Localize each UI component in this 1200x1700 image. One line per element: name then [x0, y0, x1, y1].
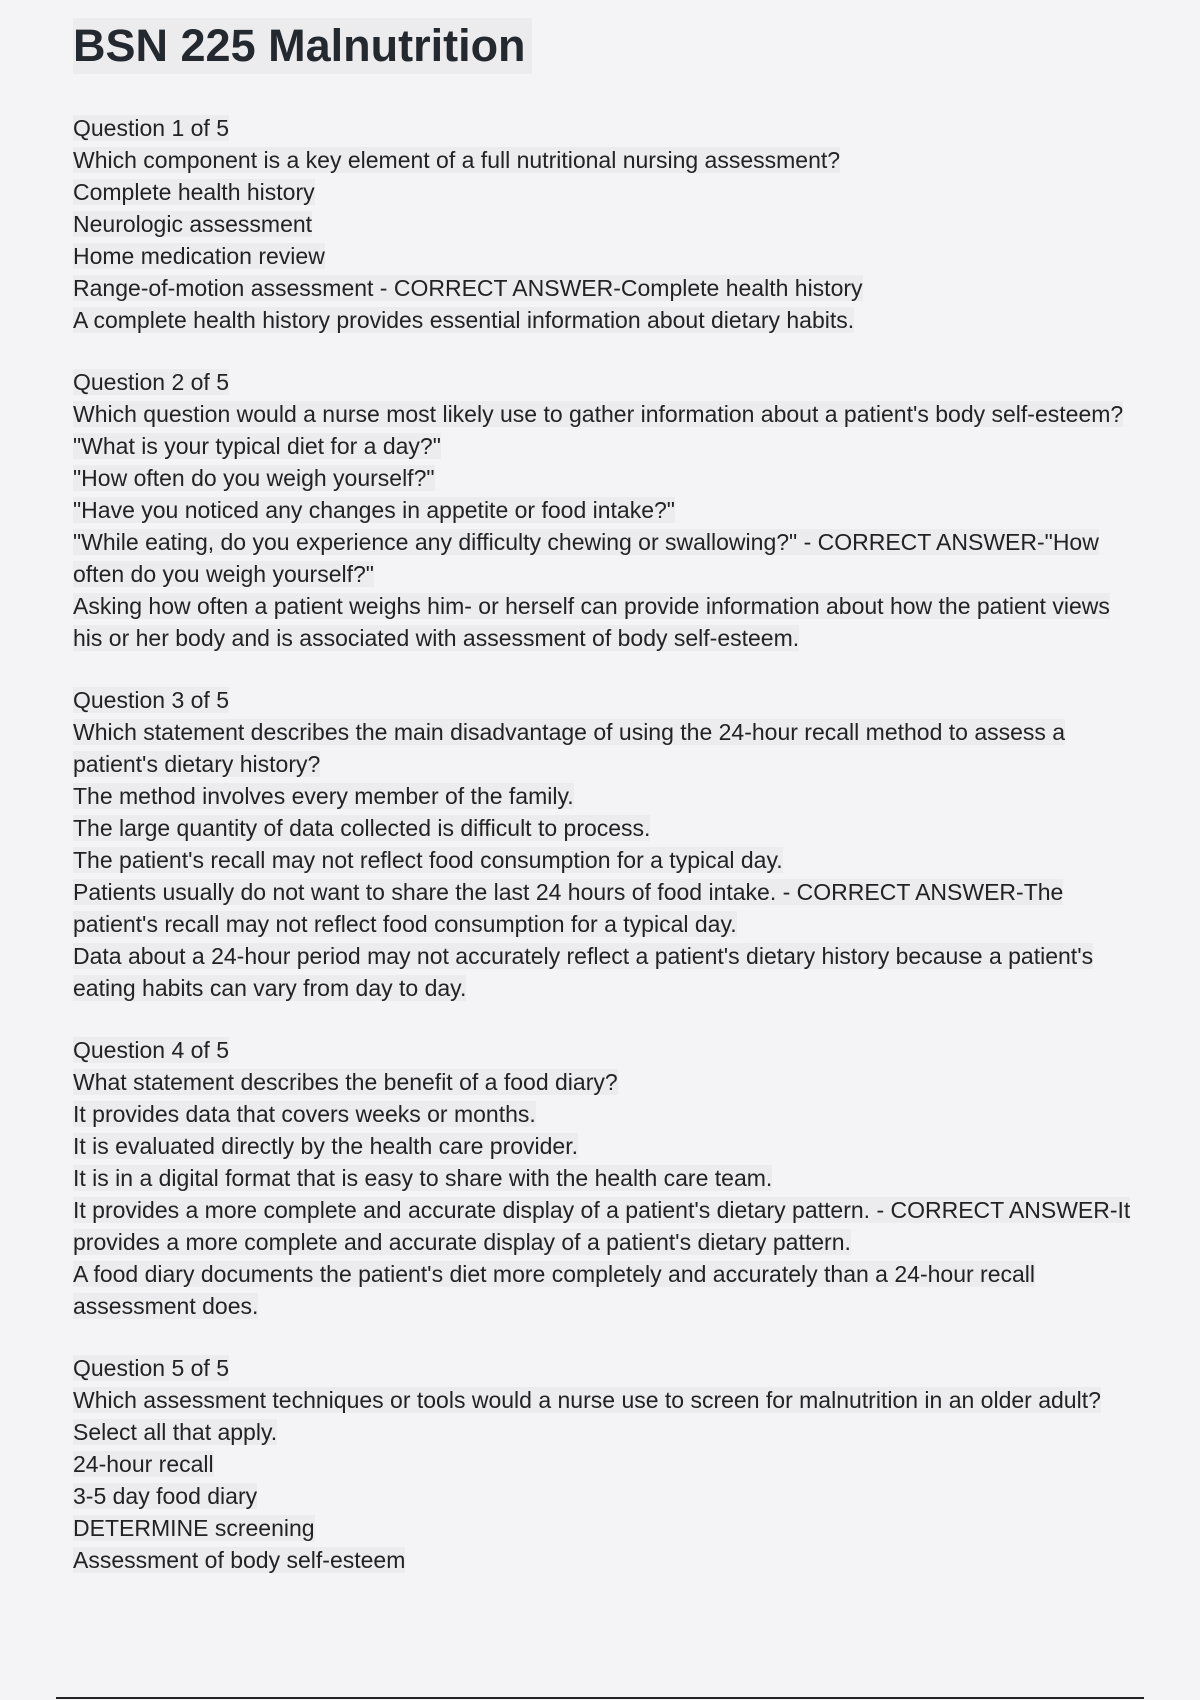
- question-prompt: What statement describes the benefit of a food diary?: [73, 1069, 618, 1095]
- question-block-3: [73, 684, 1133, 1004]
- answer-option: DETERMINE screening: [73, 1515, 315, 1541]
- answer-option: "How often do you weigh yourself?": [73, 465, 435, 491]
- question-prompt: Which question would a nurse most likely use to gather information about a patient's body self-esteem?: [73, 401, 1124, 427]
- question-header: Question 3 of 5: [73, 687, 229, 713]
- answer-option: Home medication review: [73, 243, 325, 269]
- page-bottom-divider: [56, 1697, 1144, 1699]
- answer-option: It is evaluated directly by the health care provider.: [73, 1133, 579, 1159]
- answer-option: The patient's recall may not reflect food consumption for a typical day.: [73, 847, 783, 873]
- answer-option: It provides data that covers weeks or months.: [73, 1101, 536, 1127]
- question-block-5: [73, 1352, 1133, 1576]
- question-header: Question 5 of 5: [73, 1355, 229, 1381]
- question-header: Question 2 of 5: [73, 369, 229, 395]
- question-block-2: [73, 366, 1133, 654]
- question-prompt: Which statement describes the main disadvantage of using the 24-hour recall method to assess a patient's dietary history?: [73, 719, 1066, 777]
- answer-option: Assessment of body self-esteem: [73, 1547, 406, 1573]
- answer-option: The large quantity of data collected is difficult to process.: [73, 815, 651, 841]
- document-title: BSN 225 Malnutrition: [73, 18, 532, 74]
- answer-rationale: A food diary documents the patient's diet more completely and accurately than a 24-hour recall assessment does.: [73, 1261, 1035, 1319]
- question-instruction: Select all that apply.: [73, 1419, 278, 1445]
- answer-option: It is in a digital format that is easy to share with the health care team.: [73, 1165, 773, 1191]
- answer-option: 3-5 day food diary: [73, 1483, 258, 1509]
- answer-option-with-correct-answer: Patients usually do not want to share the last 24 hours of food intake. - CORRECT ANSWER-The patient's recall may not reflect food consumption for a typical day.: [73, 879, 1064, 937]
- question-prompt: Which assessment techniques or tools would a nurse use to screen for malnutrition in an older adult?: [73, 1387, 1101, 1413]
- question-header: Question 4 of 5: [73, 1037, 229, 1063]
- answer-option: Complete health history: [73, 179, 315, 205]
- question-list: [73, 112, 1133, 1576]
- answer-option: The method involves every member of the family.: [73, 783, 574, 809]
- answer-option: Neurologic assessment: [73, 211, 313, 237]
- answer-rationale: A complete health history provides essential information about dietary habits.: [73, 307, 855, 333]
- answer-option-with-correct-answer: Range-of-motion assessment - CORRECT ANSWER-Complete health history: [73, 275, 863, 301]
- question-header: Question 1 of 5: [73, 115, 229, 141]
- answer-rationale: Data about a 24-hour period may not accurately reflect a patient's dietary history because a patient's eating habits can vary from day to day.: [73, 943, 1094, 1001]
- answer-option-with-correct-answer: "While eating, do you experience any difficulty chewing or swallowing?" - CORRECT ANSWER-"How often do you weigh yourself?": [73, 529, 1099, 587]
- answer-option: 24-hour recall: [73, 1451, 214, 1477]
- question-block-1: [73, 112, 1133, 336]
- answer-rationale: Asking how often a patient weighs him- or herself can provide information about how the patient views his or her body and is associated with assessment of body self-esteem.: [73, 593, 1110, 651]
- question-prompt: Which component is a key element of a full nutritional nursing assessment?: [73, 147, 841, 173]
- answer-option: "What is your typical diet for a day?": [73, 433, 441, 459]
- answer-option-with-correct-answer: It provides a more complete and accurate display of a patient's dietary pattern. - CORRECT ANSWER-It provides a more complete and accurate display of a patient's dietary pattern.: [73, 1197, 1131, 1255]
- answer-option: "Have you noticed any changes in appetite or food intake?": [73, 497, 675, 523]
- question-block-4: [73, 1034, 1133, 1322]
